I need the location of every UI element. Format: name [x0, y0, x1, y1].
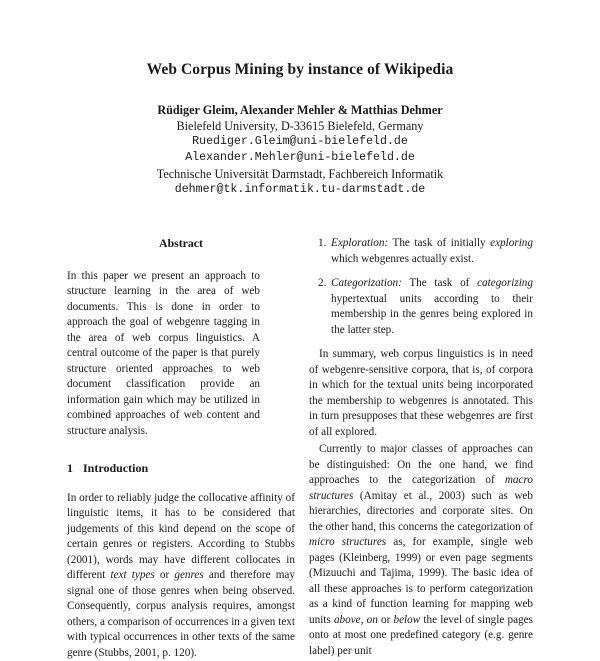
introduction-paragraph: In order to reliably judge the collocative affinity of linguistic items, it has to be considered that judgements of this kind depend on the scope of certain genres or registers. According to Stubbs (2001), words may have different collocates in different text types or genres and therefore may signal one of those genres when being observed. Consequently, corpus analysis requires, amongst others, a comparison of occurrences in a given text with typical occurrences in other texts of the same genre (Stubbs, 2001, p. 120). [67, 491, 295, 661]
author-names: Rüdiger Gleim, Alexander Mehler & Matthias Dehmer [0, 102, 600, 118]
approaches-paragraph: Currently to major classes of approaches can be distinguished: On the one hand, we find approaches to the categorization of macro structures (Amitay et al., 2003) such as web hierarchies, directories and corporate sites. On the other hand, this concerns the categorization of micro structures as, for example, single web pages (Kleinberg, 1999) or even page segments (Mizuuchi and Tajima, 1999). The basic idea of all these approaches is to perform categorization as a kind of function learning for mapping web units above, on or below the level of single pages onto at most one predefined category (e.g. genre label) per unit [309, 442, 533, 659]
author-block [0, 102, 600, 198]
right-column [309, 236, 533, 661]
affiliation-bielefeld: Bielefeld University, D-33615 Bielefeld, Germany [0, 118, 600, 134]
email-dehmer: dehmer@tk.informatik.tu-darmstadt.de [0, 182, 600, 198]
list-marker: 2. [318, 276, 326, 292]
section-title: Introduction [83, 461, 148, 475]
list-item-categorization: 2. Categorization: The task of categorizing hypertextual units according to their membership in the genres being explored in the latter step. [309, 276, 533, 338]
paper-title: Web Corpus Mining by instance of Wikipedia [0, 61, 600, 79]
list-item-exploration: 1. Exploration: The task of initially exploring which webgenres actually exist. [309, 236, 533, 267]
list-marker: 1. [318, 236, 326, 252]
left-column [67, 236, 295, 661]
section-heading-introduction [67, 461, 295, 477]
email-gleim: Ruediger.Gleim@uni-bielefeld.de [0, 134, 600, 150]
email-mehler: Alexander.Mehler@uni-bielefeld.de [0, 150, 600, 166]
section-number: 1 [67, 461, 83, 477]
abstract-text: In this paper we present an approach to structure learning in the area of web documents. This is done in order to approach the goal of webgenre tagging in the area of web corpus linguistics. A central outcome of the paper is that purely structure oriented approaches to web document classification provide an information gain which may be utilized in combined approaches of web content and structure analysis. [67, 269, 260, 440]
abstract-heading: Abstract [67, 236, 295, 252]
affiliation-darmstadt: Technische Universität Darmstadt, Fachbereich Informatik [0, 166, 600, 182]
summary-paragraph: In summary, web corpus linguistics is in need of webgenre-sensitive corpora, that is, of corpora in which for the textual units being incorporated the membership to webgenres is annotated. This in turn presupposes that these webgenres are first of all explored. [309, 347, 533, 440]
